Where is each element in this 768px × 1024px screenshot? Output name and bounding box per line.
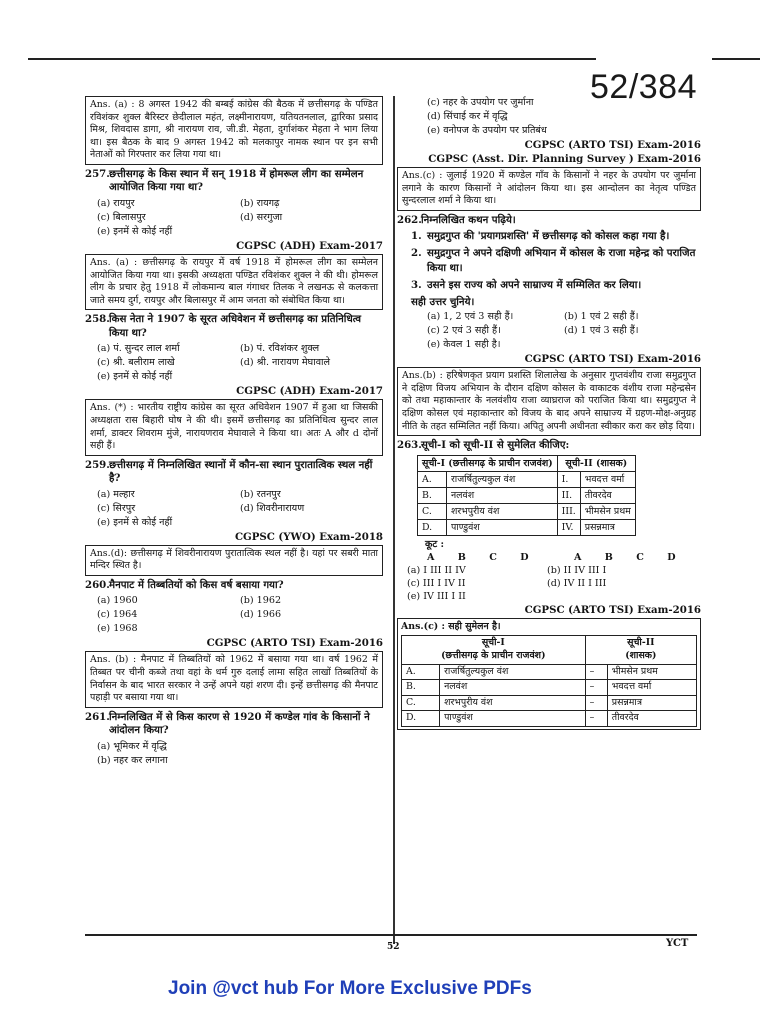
option: (e) इनमें से कोई नहीं <box>97 225 173 237</box>
table-row: A. राजर्षितुल्यकुल वंश – भीमसेन प्रथम <box>402 664 697 680</box>
option: (d) सरगुजा <box>240 211 283 223</box>
footer-rule <box>85 934 697 936</box>
brand-label: YCT <box>666 938 689 949</box>
option: (a) 1, 2 एवं 3 सही हैं। <box>427 311 514 323</box>
exam-label: CGPSC (ARTO TSI) Exam-2016 <box>524 353 701 366</box>
option: (d) शिवरीनारायण <box>240 502 305 514</box>
option: (e) 1968 <box>97 623 138 635</box>
code-header: A B C D <box>427 551 539 563</box>
exam-label: CGPSC (ARTO TSI) Exam-2016 <box>206 637 383 650</box>
question-number: 263. <box>397 439 422 452</box>
option: (a) 1960 <box>97 595 138 607</box>
option: (b) रायगढ़ <box>240 197 280 209</box>
question-number: 258. <box>85 313 110 326</box>
options-259 <box>97 488 383 530</box>
question-262 <box>397 214 701 228</box>
option: (d) सिंचाई कर में वृद्धि <box>427 111 508 122</box>
option: (d) 1966 <box>240 609 282 621</box>
exam-label: CGPSC (ADH) Exam-2017 <box>236 385 383 398</box>
option: (c) 1964 <box>97 609 138 621</box>
code-header: A B C D <box>574 551 686 563</box>
question-261 <box>85 711 383 738</box>
question-text: छत्तीसगढ़ के किस स्थान में सन् 1918 में होमरूल लीग का सम्मेलन आयोजित किया गया था? <box>109 167 364 194</box>
ans-list1-header: सूची-I <box>481 637 505 649</box>
question-text: मैनपाट में तिब्बतियों को किस वर्ष बसाया गया? <box>109 578 284 591</box>
question-text: छत्तीसगढ़ में निम्नलिखित स्थानों में कौन-सा स्थान पुरातात्विक स्थल नहीं है? <box>109 458 373 485</box>
option: (a) पं. सुन्दर लाल शर्मा <box>97 343 180 355</box>
code-option: (a) I III II IV <box>407 564 466 576</box>
question-263 <box>397 439 701 453</box>
option: (c) नहर के उपयोग पर जुर्माना <box>427 97 534 108</box>
options-257 <box>97 197 383 239</box>
question-text: सूची-I को सूची-II से सुमेलित कीजिए: <box>421 439 570 452</box>
question-text: किस नेता ने 1907 के सूरत अधिवेशन में छत्तीसगढ़ का प्रतिनिधित्व किया था? <box>109 313 362 339</box>
code-label: कूट : <box>425 538 445 550</box>
options-258 <box>97 342 383 384</box>
right-column <box>397 96 701 733</box>
answer-box-263 <box>397 618 701 730</box>
question-number: 262. <box>397 213 422 226</box>
answer-table <box>401 635 697 727</box>
ans-list1-subheader: (छत्तीसगढ़ के प्राचीन राजवंश) <box>441 649 546 661</box>
option: (c) श्री. बलीराम लाखे <box>97 357 175 369</box>
option: (e) इनमें से कोई नहीं <box>97 371 173 383</box>
page-counter: 52/384 <box>590 68 697 106</box>
option: (b) पं. रविशंकर शुक्ल <box>240 343 320 355</box>
exam-label: CGPSC (ARTO TSI) Exam-2016 <box>524 603 701 616</box>
code-option: (b) II IV III I <box>547 564 607 576</box>
table-row: C. शरभपुरीय वंश – प्रसन्नमात्र <box>402 695 697 711</box>
option: (b) नहर कर लगाना <box>97 754 168 766</box>
option: (d) 1 एवं 3 सही हैं। <box>564 325 639 337</box>
option: (b) 1962 <box>240 595 282 607</box>
option: (a) रायपुर <box>97 197 135 209</box>
option: (c) सिरपुर <box>97 502 136 514</box>
answer-box-258: Ans. (*) : भारतीय राष्ट्रीय कांग्रेस का सूरत अधिवेशन 1907 में हुआ था जिसकी अध्यक्षता रास बिहारी घोष ने की थी। इसमें छत्तीसगढ़ का प्रतिनिधित्व सुन्दर लाल शर्मा, डाक्टर शिवराम मुंजे, नारायणराव मेघावाले ने किया था। अतः A और d दोनों सही हैं। <box>85 399 383 455</box>
statement: 2. समुद्रगुप्त ने अपने दक्षिणी अभियान में कोसल के राजा महेन्द्र को पराजित किया था। <box>411 247 696 275</box>
question-259 <box>85 459 383 486</box>
column-separator <box>393 96 395 944</box>
code-option: (e) IV III I II <box>407 590 466 602</box>
question-number: 260. <box>85 578 110 591</box>
table-row: B. नलवंश II. तीवरदेव <box>418 487 636 503</box>
exam-label: CGPSC (ADH) Exam-2017 <box>236 239 383 252</box>
option: (b) रतनपुर <box>240 488 281 500</box>
answer-box-260: Ans. (b) : मैनपाट में तिब्बतियों को 1962 में बसाया गया था। वर्ष 1962 में तिब्बत पर चीनी कब्जे तथा वहां के धर्म गुरु दलाई लामा सहित लाखों तिब्बतियों के निर्वासन के बाद भारत सरकार ने उन्हें अपने यहां शरण दी। इन्हें छत्तीसगढ़ की मैनपाट पहाड़ी पर बसाया गया था। <box>85 651 383 707</box>
table-row: B. नलवंश – भवदत्त वर्मा <box>402 680 697 696</box>
table-row: D. पाण्डुवंश – तीवरदेव <box>402 711 697 727</box>
question-257 <box>85 168 383 195</box>
code-option: (d) IV II I III <box>547 577 607 589</box>
statement: 1. समुद्रगुप्त की 'प्रयागप्रशस्ति' में छत्तीसगढ़ को कोसल कहा गया है। <box>411 230 670 243</box>
option: (b) 1 एवं 2 सही हैं। <box>564 311 639 323</box>
question-number: 259. <box>85 458 110 471</box>
question-258 <box>85 313 383 340</box>
answer-box-261: Ans.(c) : जुलाई 1920 में कण्डेल गाँव के किसानों ने नहर के उपयोग पर जुर्माना लगाने के कारण किसानों ने आंदोलन किया था। इस आन्दोलन का नेतृत्व पण्डित सुन्दरलाल शर्मा ने किया था। <box>397 167 701 211</box>
option: (c) 2 एवं 3 सही हैं। <box>427 325 501 337</box>
exam-label: CGPSC (Asst. Dir. Planning Survey ) Exam-2016 <box>428 153 701 165</box>
option: (e) केवल 1 सही है। <box>427 339 501 351</box>
option: (c) बिलासपुर <box>97 211 146 223</box>
ans-list2-subheader: (शासक) <box>625 649 657 661</box>
options-261-continued <box>427 96 701 138</box>
options-262 <box>427 310 701 352</box>
exam-label: CGPSC (ARTO TSI) Exam-2016 <box>524 139 701 151</box>
answer-box-256: Ans. (a) : 8 अगस्त 1942 की बम्बई कांग्रेस की बैठक में छत्तीसगढ़ के पण्डित रविशंकर शुक्ल बैरिस्टर छेदीलाल महंत, लक्ष्मीनारायण, यतियतनलाल, द्वारिका प्रसाद मिश्र, शिवदास डागा, श्री नारायण राव, जी.डी. मेहता, दुर्गाशंकर मेहता ने भाग लिया था। इस बैठक के बाद 9 अगस्त 1942 को मलकापुर नामक स्थान पर इन सभी नेताओं को गिरफ्तार कर लिया गया था। <box>85 96 383 165</box>
option: (a) भूमिकर में वृद्धि <box>97 740 167 752</box>
option: (a) मल्हार <box>97 488 135 500</box>
exam-label: CGPSC (YWO) Exam-2018 <box>234 530 383 543</box>
table-row: D. पाण्डुवंश IV. प्रसन्नमात्र <box>418 519 636 535</box>
option: (d) श्री. नारायण मेघावाले <box>240 357 331 369</box>
answer-box-259: Ans.(d): छत्तीसगढ़ में शिवरीनारायण पुरातात्विक स्थल नहीं है। यहां पर सबरी माता मन्दिर स्थित है। <box>85 545 383 576</box>
statements-262 <box>411 229 701 310</box>
prompt: सही उत्तर चुनिये। <box>411 296 475 309</box>
list2-header: सूची-II (शासक) <box>557 455 635 471</box>
left-column <box>85 96 383 768</box>
question-number: 261. <box>85 710 110 723</box>
top-rule <box>28 58 596 60</box>
code-option: (c) III I IV II <box>407 577 466 589</box>
top-rule-right <box>712 58 760 60</box>
list1-header: सूची-I (छत्तीसगढ़ के प्राचीन राजवंश) <box>418 455 558 471</box>
table-row: A. राजर्षितुल्यकुल वंश I. भवदत्त वर्मा <box>418 471 636 487</box>
options-261 <box>97 740 383 768</box>
option: (e) इनमें से कोई नहीं <box>97 516 173 528</box>
statement: 3. उसने इस राज्य को अपने साम्राज्य में सम्मिलित कर लिया। <box>411 279 642 292</box>
promo-link[interactable]: Join @vct hub For More Exclusive PDFs <box>168 978 532 999</box>
question-text: निम्नलिखित में से किस कारण से 1920 में कण्डेल गांव के किसानों ने आंदोलन किया? <box>109 710 370 737</box>
question-text: निम्नलिखित कथन पढ़िये। <box>421 213 516 226</box>
question-number: 257. <box>85 167 110 180</box>
option: (e) वनोपज के उपयोग पर प्रतिबंध <box>427 125 547 136</box>
codes-263 <box>407 538 701 603</box>
answer-box-262: Ans.(b) : हरिषेणकृत प्रयाग प्रशस्ति शिलालेख के अनुसार गुप्तवंशीय राजा समुद्रगुप्त ने दक्षिण विजय अभियान के दौरान दक्षिण कोसल के वाकाटक वंशीय राजा महेन्द्रसेन को तथा महाकान्तार के नलवंशीय राजा व्याघ्रराज को पराजित किया था। समुद्रगुप्त ने दक्षिण कोसल एवं महाकान्तार को विजय के बाद अपने साम्राज्य में ग्रहण-मोक्ष-अनुग्रह नीति के तहत सम्मिलित नहीं किया। अपितु अपनी अधीनता स्वीकार करा कर छोड़ दिया। <box>397 367 701 436</box>
match-table <box>417 455 636 536</box>
answer-box-257: Ans. (a) : छत्तीसगढ़ के रायपुर में वर्ष 1918 में होमरूल लीग का सम्मेलन आयोजित किया गया था। इसकी अध्यक्षता पण्डित रविशंकर शुक्ल ने की थी। होमरूल लीग के प्रचार हेतु 1918 में लोकमान्य बाल गंगाधर तिलक ने लखनऊ से कलकत्ता जाते समय दुर्ग, रायपुर और बिलासपुर में आम जनता को संबोधित किया था। <box>85 254 383 310</box>
page-number: 52 <box>387 942 400 952</box>
ans-list2-header: सूची-II <box>627 637 655 649</box>
question-260 <box>85 579 383 593</box>
options-260 <box>97 594 383 636</box>
table-row: C. शरभपुरीय वंश III. भीमसेन प्रथम <box>418 503 636 519</box>
answer-label: Ans.(c) : सही सुमेलन है। <box>401 620 501 632</box>
